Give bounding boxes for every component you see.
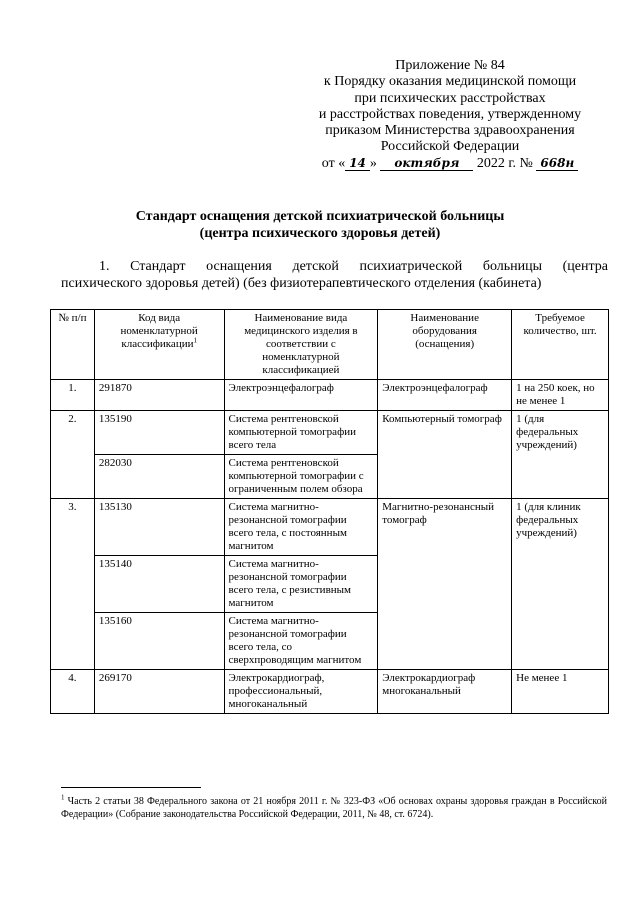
row-num: 4.: [51, 670, 95, 714]
appendix-line: и расстройствах поведения, утвержденному: [318, 106, 582, 122]
intro-line-1: 1. Стандарт оснащения детской психиатрической больницы (центра: [99, 259, 608, 274]
row-equipment: Электроэнцефалограф: [378, 380, 512, 411]
row-name: Система магнитно-резонансной томографии всего тела, с резистивным магнитом: [224, 556, 378, 613]
table-row: [51, 380, 609, 411]
row-num: 3.: [51, 499, 95, 670]
row-qty: 1 (для клиник федеральных учреждений): [512, 499, 609, 670]
table-header-row: [51, 310, 609, 380]
footnote-ref: 1: [193, 336, 197, 345]
row-name: Система магнитно-резонансной томографии всего тела, с постоянным магнитом: [224, 499, 378, 556]
handwritten-day: 14: [345, 157, 370, 171]
intro-line-2: психического здоровья детей) (без физиотерапевтического отделения (кабинета): [61, 276, 542, 291]
header-code: Код вида номенклатурной классификации$^1$: [94, 310, 224, 380]
equipment-table: [50, 309, 609, 714]
row-num: 1.: [51, 380, 95, 411]
table-row: [51, 670, 609, 714]
row-code: 135160: [94, 613, 224, 670]
footnote-marker: 1: [61, 793, 65, 802]
row-code: 291870: [94, 380, 224, 411]
row-name: Система рентгеновской компьютерной томографии всего тела: [224, 411, 378, 455]
row-qty: Не менее 1: [512, 670, 609, 714]
row-equipment: Магнитно-резонансный томограф: [378, 499, 512, 670]
row-code: 135130: [94, 499, 224, 556]
appendix-line: при психических расстройствах: [354, 90, 546, 106]
row-equipment: Электрокардиограф многоканальный: [378, 670, 512, 714]
date-prefix: от «: [321, 155, 346, 171]
title-line-1: Стандарт оснащения детской психиатрической больницы: [135, 209, 505, 224]
appendix-number: Приложение № 84: [395, 58, 505, 73]
row-code: 282030: [94, 455, 224, 499]
year-text: 2022 г. №: [476, 155, 533, 171]
row-code: 135190: [94, 411, 224, 455]
appendix-header: [300, 58, 600, 172]
row-code: 135140: [94, 556, 224, 613]
appendix-line: Российской Федерации: [380, 139, 520, 155]
title-line-2: (центра психического здоровья детей): [199, 226, 441, 241]
row-qty: 1 (для федеральных учреждений): [512, 411, 609, 499]
row-name: Электрокардиограф, профессиональный, многоканальный: [224, 670, 378, 714]
row-num: 2.: [51, 411, 95, 499]
order-date-line: [300, 156, 600, 172]
table-row: [51, 499, 609, 556]
row-code: 269170: [94, 670, 224, 714]
document-title: [0, 208, 640, 242]
table-row: [51, 411, 609, 455]
appendix-line: к Порядку оказания медицинской помощи: [323, 74, 577, 90]
intro-paragraph: [61, 258, 608, 292]
row-name: Электроэнцефалограф: [224, 380, 378, 411]
row-qty: 1 на 250 коек, но не менее 1: [512, 380, 609, 411]
row-equipment: Компьютерный томограф: [378, 411, 512, 499]
footnote-text: Часть 2 статьи 38 Федерального закона от 21 ноября 2011 г. № 323-ФЗ «Об основах охраны здоровья граждан в Российской Федерации» (Собрание законодательства Российской Федерации, 2011, № 48, ст. 6724).: [61, 796, 607, 820]
row-name: Система магнитно-резонансной томографии всего тела, со сверхпроводящим магнитом: [224, 613, 378, 670]
appendix-line: приказом Министерства здравоохранения: [325, 123, 575, 139]
header-num: № п/п: [51, 310, 95, 380]
header-equipment: Наименование оборудования (оснащения): [378, 310, 512, 380]
row-name: Система рентгеновской компьютерной томографии с ограниченным полем обзора: [224, 455, 378, 499]
footnote: [61, 795, 607, 821]
date-mid: »: [369, 155, 377, 171]
header-name: Наименование вида медицинского изделия в соответствии с номенклатурной классификацией: [224, 310, 378, 380]
header-qty: Требуемое количество, шт.: [512, 310, 609, 380]
handwritten-order-number: 668н: [536, 157, 578, 171]
footnote-separator: [61, 787, 201, 788]
handwritten-month: октября: [380, 157, 473, 171]
